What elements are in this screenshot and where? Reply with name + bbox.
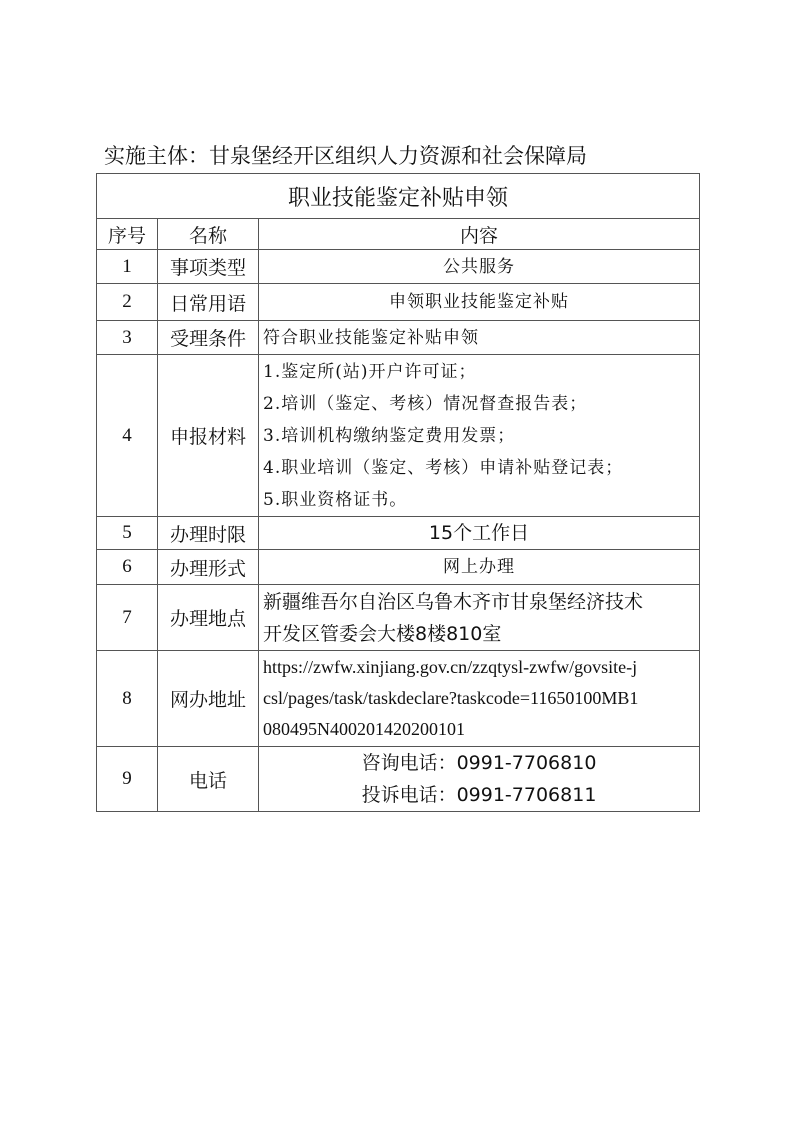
row-value: 公共服务: [259, 250, 700, 284]
implementing-body: 实施主体：甘泉堡经开区组织人力资源和社会保障局: [104, 144, 587, 168]
table-row: [97, 517, 700, 550]
row-value: 15个工作日: [259, 517, 700, 550]
table-row: [97, 585, 700, 651]
column-header-content: 内容: [259, 219, 700, 250]
service-info-table: [96, 173, 700, 812]
table-title: 职业技能鉴定补贴申领: [97, 174, 700, 219]
material-item: 4.职业培训（鉴定、考核）申请补贴登记表；: [263, 457, 624, 478]
url-line: 080495N400201420200101: [263, 719, 465, 739]
material-item: 3.培训机构缴纳鉴定费用发票；: [263, 425, 516, 446]
column-header-name: 名称: [158, 219, 259, 250]
row-value: 网上办理: [259, 550, 700, 585]
table-row: [97, 321, 700, 355]
row-index: 8: [97, 651, 158, 747]
table-row: [97, 355, 700, 517]
row-index: 3: [97, 321, 158, 355]
complaint-phone: 投诉电话：0991-7706811: [361, 784, 597, 806]
row-name: 办理时限: [158, 517, 259, 550]
row-index: 7: [97, 585, 158, 651]
row-index: 9: [97, 747, 158, 812]
row-name: 电话: [158, 747, 259, 812]
address-line: 开发区管委会大楼8楼810室: [263, 622, 502, 645]
row-index: 1: [97, 250, 158, 284]
materials-list: [259, 355, 700, 517]
phone-numbers: [259, 747, 700, 812]
online-url[interactable]: [259, 651, 700, 747]
row-name: 办理形式: [158, 550, 259, 585]
row-index: 5: [97, 517, 158, 550]
material-item: 1.鉴定所(站)开户许可证；: [263, 361, 477, 382]
row-value: 符合职业技能鉴定补贴申领: [259, 321, 700, 355]
row-value: 申领职业技能鉴定补贴: [259, 284, 700, 321]
row-name: 办理地点: [158, 585, 259, 651]
row-name: 受理条件: [158, 321, 259, 355]
table-row: [97, 747, 700, 812]
row-index: 6: [97, 550, 158, 585]
row-name: 申报材料: [158, 355, 259, 517]
material-item: 5.职业资格证书。: [263, 489, 408, 510]
material-item: 2.培训（鉴定、考核）情况督查报告表；: [263, 393, 588, 414]
row-name: 网办地址: [158, 651, 259, 747]
column-header-index: 序号: [97, 219, 158, 250]
row-name: 事项类型: [158, 250, 259, 284]
consult-phone: 咨询电话：0991-7706810: [361, 752, 597, 774]
row-name: 日常用语: [158, 284, 259, 321]
table-row: [97, 550, 700, 585]
row-index: 4: [97, 355, 158, 517]
address-line: 新疆维吾尔自治区乌鲁木齐市甘泉堡经济技术: [263, 590, 644, 613]
address: [259, 585, 700, 651]
url-line: csl/pages/task/taskdeclare?taskcode=11650100MB1: [263, 688, 639, 708]
table-row: [97, 651, 700, 747]
table-row: [97, 284, 700, 321]
url-line: https://zwfw.xinjiang.gov.cn/zzqtysl-zwfw/govsite-j: [263, 657, 638, 677]
row-index: 2: [97, 284, 158, 321]
table-row: [97, 250, 700, 284]
